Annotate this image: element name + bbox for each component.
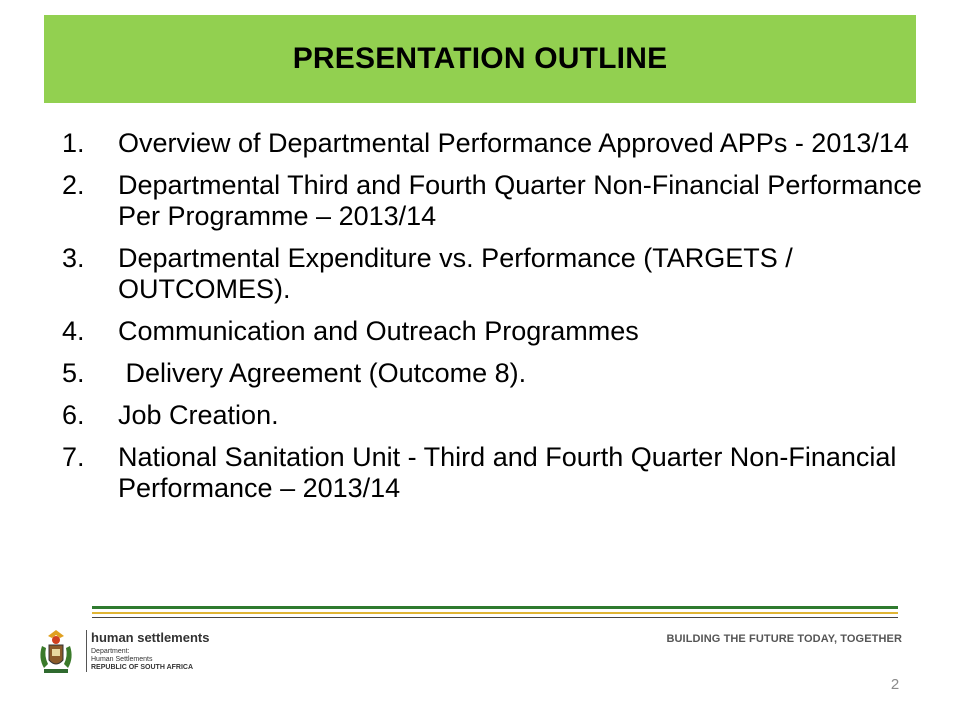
outline-item-text: Departmental Expenditure vs. Performance (TARGETS / OUTCOMES). — [118, 243, 793, 304]
footer-divider-dark — [92, 617, 898, 618]
outline-item-text: Departmental Third and Fourth Quarter Non-Financial Performance Per Programme – 2013/14 — [118, 170, 922, 231]
department-subname: Human Settlements — [91, 656, 153, 663]
outline-item-text: National Sanitation Unit - Third and Fourth Quarter Non-Financial Performance – 2013/14 — [118, 442, 897, 503]
footer-divider-green — [92, 606, 898, 609]
outline-item-number: 4. — [62, 316, 85, 346]
outline-item — [62, 442, 942, 504]
coat-of-arms-icon — [34, 628, 78, 676]
outline-item-number: 1. — [62, 128, 85, 158]
department-block — [86, 630, 231, 672]
slide-title: PRESENTATION OUTLINE — [292, 42, 668, 75]
outline-item-text: Overview of Departmental Performance Approved APPs - 2013/14 — [118, 128, 909, 158]
outline-item-number: 7. — [62, 442, 85, 472]
footer-tagline: BUILDING THE FUTURE TODAY, TOGETHER — [666, 633, 902, 645]
country-name: REPUBLIC OF SOUTH AFRICA — [91, 664, 194, 671]
page-number: 2 — [890, 676, 900, 693]
outline-item — [62, 170, 942, 232]
outline-item — [62, 358, 942, 389]
footer-divider-gold — [92, 612, 898, 614]
outline-item — [62, 400, 942, 431]
outline-item — [62, 243, 942, 305]
department-details — [91, 648, 231, 672]
outline-item-number: 5. — [62, 358, 85, 388]
outline-item-text: Communication and Outreach Programmes — [118, 316, 639, 346]
outline-item-text: Delivery Agreement (Outcome 8). — [118, 358, 527, 388]
department-label: Department: — [91, 648, 130, 655]
outline-item — [62, 316, 942, 347]
outline-item — [62, 128, 942, 159]
outline-item-number: 6. — [62, 400, 85, 430]
department-name: human settlements — [91, 630, 210, 645]
outline-list — [62, 128, 942, 515]
outline-item-number: 3. — [62, 243, 85, 273]
title-bar — [44, 15, 916, 103]
outline-item-number: 2. — [62, 170, 85, 200]
outline-item-text: Job Creation. — [118, 400, 279, 430]
